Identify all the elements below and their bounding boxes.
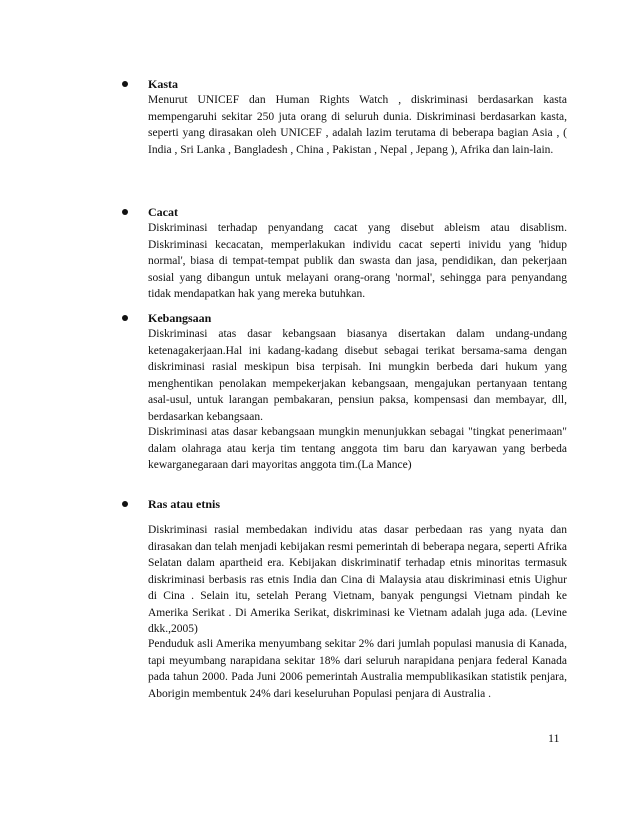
paragraph: Menurut UNICEF dan Human Rights Watch , diskriminasi berdasarkan kasta mempengaruhi sekitar 250 juta orang di seluruh dunia. Diskriminasi berdasarkan kasta, seperti yang dirasakan oleh UNICEF , adalah lazim terutama di beberapa bagian Asia , ( India , Sri Lanka , Bangladesh , China , Pakistan , Nepal , Jepang ), Afrika dan lain-lain. [148,94,567,156]
bullet-icon [122,209,128,215]
section-heading: Kasta [148,77,178,91]
bullet-icon [122,315,128,321]
page-number: 11 [548,731,560,745]
section-heading: Cacat [148,205,178,219]
paragraph: Diskriminasi terhadap penyandang cacat yang disebut ableism atau disablism. Diskriminasi kecacatan, memperlakukan individu cacat seperti inividu yang 'hidup normal', biasa di tempat-tempat publik dan swasta dan jasa, pendidikan, dan pekerjaan sosial yang dibangun untuk melayani orang-orang 'normal', sehingga para penyandang tidak mendapatkan hak yang mereka butuhkan. [148,222,567,300]
section-heading: Ras atau etnis [148,497,221,511]
paragraph: Penduduk asli Amerika menyumbang sekitar 2% dari jumlah populasi manusia di Kanada, tapi meyumbang narapidana sekitar 18% dari seluruh narapidana penjara federal Kanada pada tahun 2000. Pada Juni 2006 pemerintah Australia mempublikasikan statistik penjara, Aborigin membentuk 24% dari keseluruhan Populasi penjara di Australia . [148,638,567,700]
bullet-icon [122,81,128,87]
section-heading: Kebangsaan [148,311,212,325]
paragraph: Diskriminasi atas dasar kebangsaan biasanya disertakan dalam undang-undang ketenagakerjaan.Hal ini kadang-kadang disebut sebagai terikat bersama-sama dengan diskriminasi rasial meskipun bisa terpisah. Ini mungkin berbeda dari hukum yang menghentikan penolakan mempekerjakan kebangsaan, mengajukan pertanyaan tentang asal-usul, untuk larangan pembakaran, pensiun paksa, kompensasi dan membayar, dll, berdasarkan kebangsaan. [148,328,567,423]
paragraph: Diskriminasi atas dasar kebangsaan mungkin menunjukkan sebagai "tingkat penerimaan" dalam olahraga atau kerja tim tentang anggota tim baru dan karyawan yang berbeda kewarganegaraan dari mayoritas anggota tim.(La Mance) [148,426,567,471]
bullet-icon [122,501,128,507]
paragraph: Diskriminasi rasial membedakan individu atas dasar perbedaan ras yang nyata dan dirasakan dan telah menjadi kebijakan resmi pemerintah di beberapa negara, seperti Afrika Selatan dalam apartheid era. Kebijakan diskriminatif terhadap etnis minoritas termasuk diskriminasi berbasis ras etnis India dan Cina di Malaysia atau diskriminasi etnis Uighur di Cina . Selain itu, setelah Perang Vietnam, banyak pengungsi Vietnam pindah ke Amerika Serikat . Di Amerika Serikat, diskriminasi ke Vietnam adalah juga ada. (Levine dkk.,2005) [148,524,567,635]
